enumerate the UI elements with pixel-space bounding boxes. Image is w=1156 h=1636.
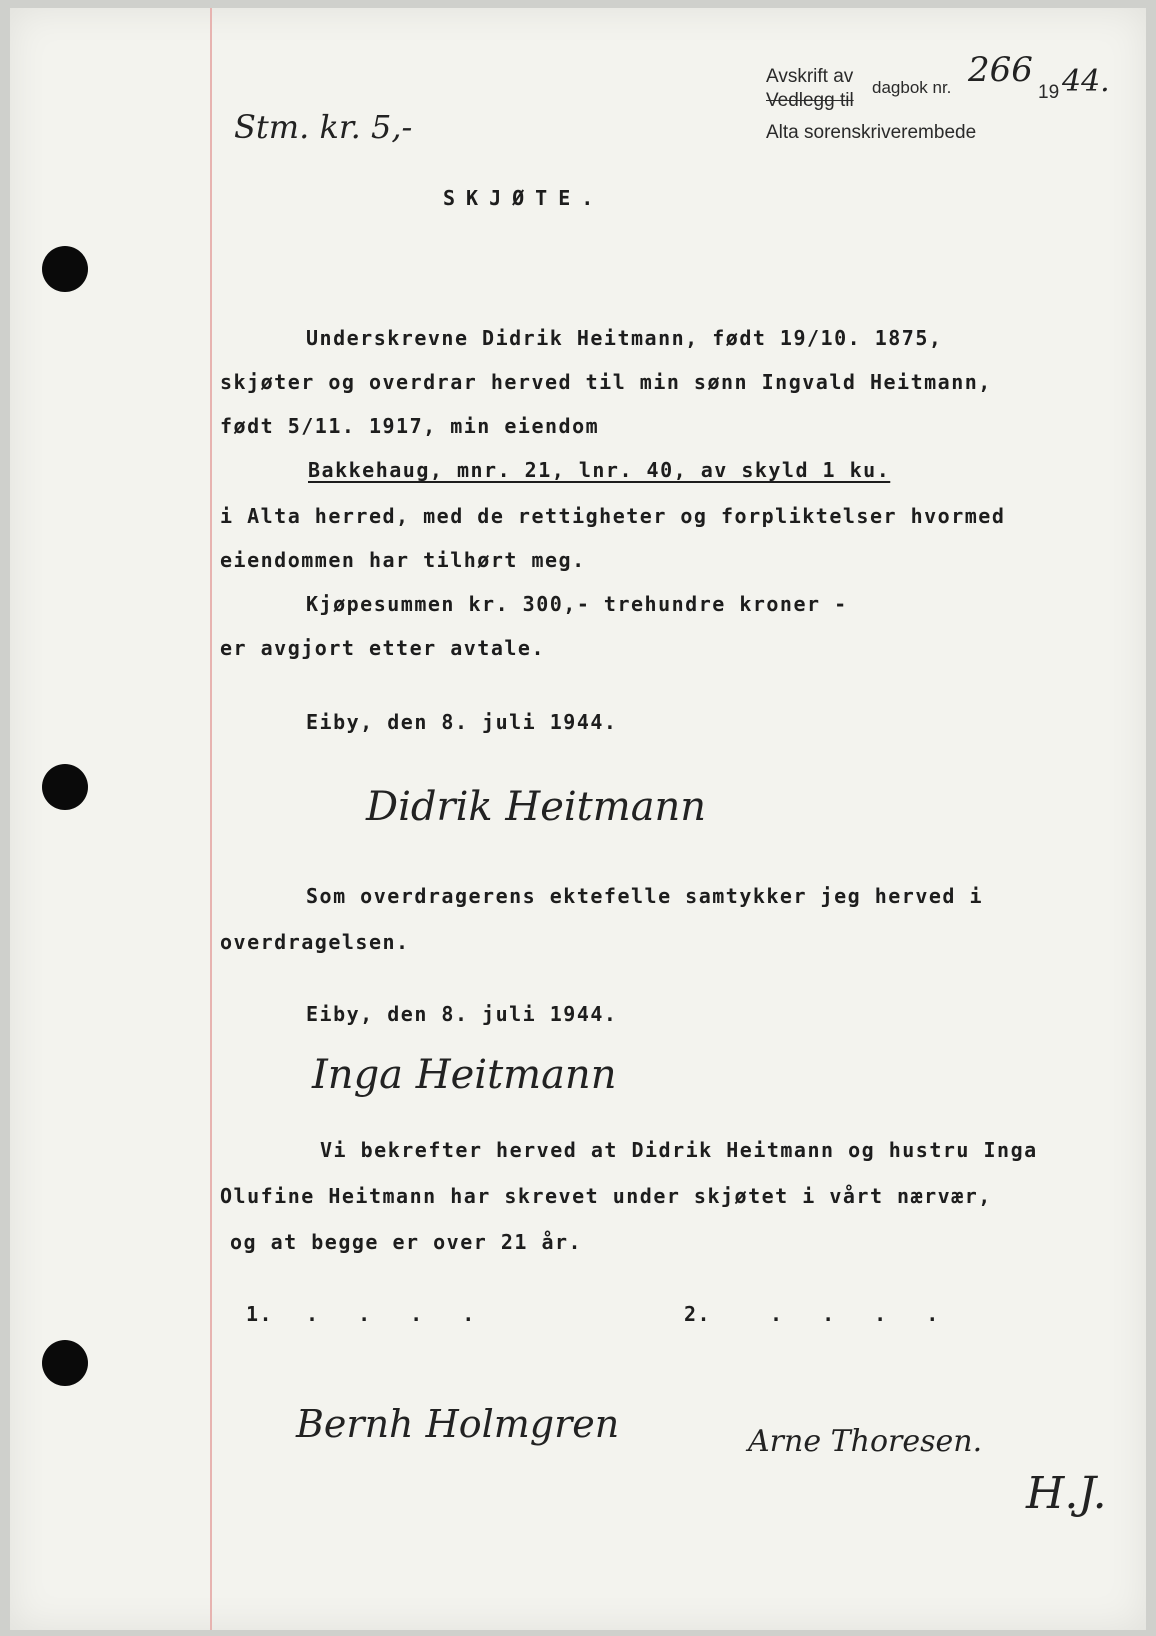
stamp-copy-label: Avskrift av xyxy=(766,66,854,87)
stamp-attachment-label: Vedlegg til xyxy=(766,90,854,111)
property-description: Bakkehaug, mnr. 21, lnr. 40, av skyld 1 ku. xyxy=(308,458,891,482)
place-date: Eiby, den 8. juli 1944. xyxy=(306,1002,618,1026)
initials: H.J. xyxy=(1026,1468,1107,1519)
document-page xyxy=(10,8,1146,1630)
margin-line xyxy=(210,8,212,1630)
consent-line: overdragelsen. xyxy=(220,930,410,954)
stamp-year-suffix: 44. xyxy=(1062,64,1110,99)
purchase-line: er avgjort etter avtale. xyxy=(220,636,545,660)
deed-line: skjøter og overdrar herved til min sønn Ingvald Heitmann, xyxy=(220,370,992,394)
punch-hole xyxy=(42,246,88,292)
consent-line: Som overdragerens ektefelle samtykker jeg herved i xyxy=(306,884,984,908)
witness-2-dots: . . . . xyxy=(770,1302,939,1326)
punch-hole xyxy=(42,764,88,810)
witness-line: og at begge er over 21 år. xyxy=(230,1230,583,1254)
witness-line: Olufine Heitmann har skrevet under skjøtet i vårt nærvær, xyxy=(220,1184,992,1208)
deed-line: i Alta herred, med de rettigheter og forpliktelser hvormed xyxy=(220,504,1006,528)
punch-hole xyxy=(42,1340,88,1386)
dagbok-number: 266 xyxy=(968,50,1033,90)
witness-1-signature: Bernh Holmgren xyxy=(296,1402,620,1446)
witness-1-dots: . . . . xyxy=(306,1302,475,1326)
stamp-dagbok-label: dagbok nr. xyxy=(872,78,952,97)
stamp-fee-note: Stm. kr. 5,- xyxy=(234,108,413,146)
deed-line: født 5/11. 1917, min eiendom xyxy=(220,414,600,438)
purchase-line: Kjøpesummen kr. 300,- trehundre kroner - xyxy=(306,592,848,616)
witness-2-label: 2. xyxy=(684,1302,712,1326)
witness-2-signature: Arne Thoresen. xyxy=(748,1424,983,1459)
witness-line: Vi bekrefter herved at Didrik Heitmann og hustru Inga xyxy=(320,1138,1038,1162)
stamp-court-name: Alta sorenskriverembede xyxy=(766,122,977,143)
signature-seller: Didrik Heitmann xyxy=(366,784,707,830)
witness-1-label: 1. xyxy=(246,1302,274,1326)
signature-spouse: Inga Heitmann xyxy=(312,1052,617,1098)
deed-line: eiendommen har tilhørt meg. xyxy=(220,548,586,572)
deed-line: Underskrevne Didrik Heitmann, født 19/10. 1875, xyxy=(306,326,943,350)
document-title: SKJØTE. xyxy=(443,186,605,210)
stamp-year-prefix: 19 xyxy=(1038,82,1060,103)
place-date: Eiby, den 8. juli 1944. xyxy=(306,710,618,734)
